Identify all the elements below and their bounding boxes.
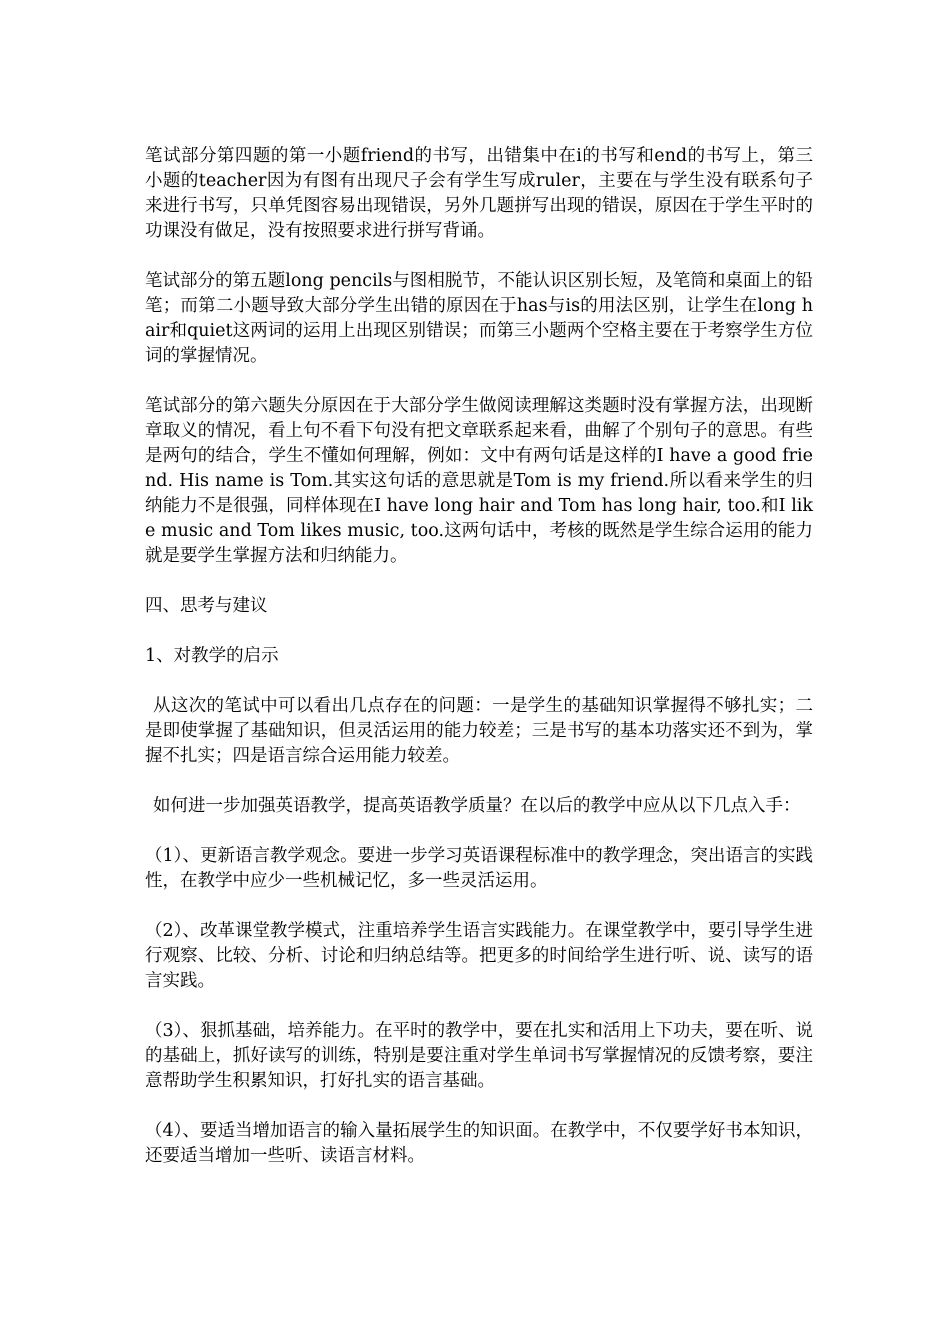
- paragraph-suggestion-3: （3）、狠抓基础，培养能力。在平时的教学中，要在扎实和活用上下功夫，要在听、说的基础上，抓好读写的训练，特别是要注重对学生单词书写掌握情况的反馈考察，要注意帮助学生积累知识，打好扎实的语言基础。: [145, 1021, 813, 1091]
- paragraph-suggestion-2: （2）、改革课堂教学模式，注重培养学生语言实践能力。在课堂教学中，要引导学生进行观察、比较、分析、讨论和归纳总结等。把更多的时间给学生进行听、说、读写的语言实践。: [145, 921, 813, 991]
- paragraph-problems: 从这次的笔试中可以看出几点存在的问题：一是学生的基础知识掌握得不够扎实；二是即使掌握了基础知识，但灵活运用的能力较差；三是书写的基本功落实还不到为，掌握不扎实；四是语言综合运用能力较差。: [145, 696, 813, 766]
- document-body: [145, 144, 813, 1194]
- paragraph-how-to-improve: 如何进一步加强英语教学，提高英语教学质量？在以后的教学中应从以下几点入手：: [153, 796, 801, 816]
- section-heading: 四、思考与建议: [145, 596, 268, 616]
- paragraph-exam-part-6: 笔试部分的第六题失分原因在于大部分学生做阅读理解这类题时没有掌握方法，出现断章取义的情况，看上句不看下句没有把文章联系起来看，曲解了个别句子的意思。有些是两句的结合，学生不懂如何理解，例如：文中有两句话是这样的I have a good friend. His name is Tom.其实这句话的意思就是Tom is my friend.所以看来学生的归纳能力不是很强，同样体现在I have long hair and Tom has long hair, too.和I like music and Tom likes music, too.这两句话中，考核的既然是学生综合运用的能力就是要学生掌握方法和归纳能力。: [145, 396, 813, 566]
- paragraph-suggestion-4: （4）、要适当增加语言的输入量拓展学生的知识面。在教学中，不仅要学好书本知识，还要适当增加一些听、读语言材料。: [145, 1121, 813, 1166]
- paragraph-exam-part-4: 笔试部分第四题的第一小题friend的书写，出错集中在i的书写和end的书写上，第三小题的teacher因为有图有出现尺子会有学生写成ruler，主要在与学生没有联系句子来进行书写，只单凭图容易出现错误，另外几题拼写出现的错误，原因在于学生平时的功课没有做足，没有按照要求进行拼写背诵。: [145, 146, 813, 241]
- subsection-heading: 1、对教学的启示: [145, 646, 279, 666]
- paragraph-exam-part-5: 笔试部分的第五题long pencils与图相脱节，不能认识区别长短，及笔筒和桌面上的铅笔；而第二小题导致大部分学生出错的原因在于has与is的用法区别，让学生在long hair和quiet这两词的运用上出现区别错误；而第三小题两个空格主要在于考察学生方位词的掌握情况。: [145, 271, 813, 366]
- paragraph-suggestion-1: （1）、更新语言教学观念。要进一步学习英语课程标准中的教学理念，突出语言的实践性，在教学中应少一些机械记忆，多一些灵活运用。: [145, 846, 813, 891]
